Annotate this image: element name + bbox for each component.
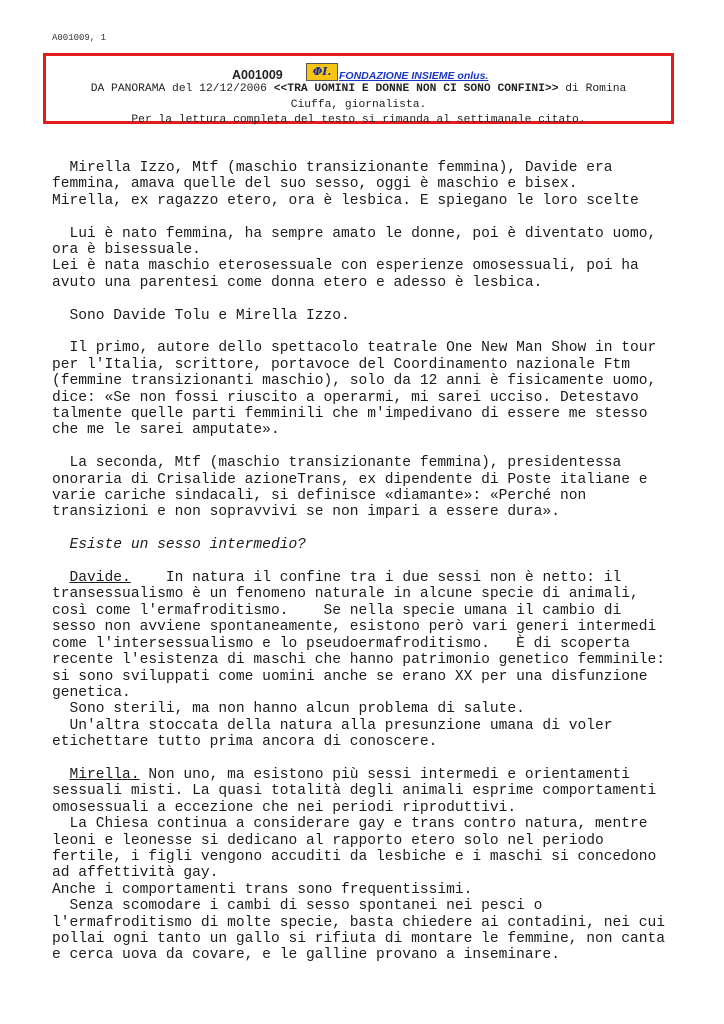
header-note-line: Per la lettura completa del testo si rimanda al settimanale citato.	[131, 114, 586, 126]
davide-answer	[52, 570, 676, 750]
foundation-link[interactable]: FONDAZIONE INSIEME onlus.	[339, 70, 489, 82]
paragraph-bio: Lui è nato femmina, ha sempre amato le donne, poi è diventato uomo, ora è bisessuale. Lei è nata maschio eterosessuale con esperienze omosessuali, poi ha avuto una parentesi come donna etero e adesso è lesbica.	[52, 225, 657, 291]
article-title: <<TRA UOMINI E DONNE NON CI SONO CONFINI>>	[273, 83, 559, 95]
source-suffix: di Romina	[558, 83, 627, 95]
davide-indent	[52, 570, 70, 586]
mirella-indent	[52, 767, 70, 783]
mirella-answer-text: Non uno, ma esistono più sessi intermedi e orientamenti sessuali misti. La quasi totalità degli animali esprime comportamenti omosessuali a eccezione che nei periodi riproduttivi. La Chiesa continua a considerare gay e trans contro natura, mentre leoni e leonesse si dedicano al rapporto etero solo nel periodo fertile, i figli vengono accuditi da lesbiche e i maschi si concedono ad affettività gay. Anche i comportamenti trans sono frequentissimi. Senza scomodare i cambi di sesso spontanei nei pesci o l'ermafroditismo di molte specie, basta chiedere ai contadini, nei cui pollai ogni tanto un gallo si rifiuta di montare le femmine, non canta e cerca uova da covare, e le galline provano a inseminare.	[52, 766, 666, 964]
davide-label: Davide.	[69, 570, 131, 587]
header-title-line	[46, 62, 671, 82]
paragraph-names: Sono Davide Tolu e Mirella Izzo.	[52, 307, 350, 324]
interview-question: Esiste un sesso intermedio?	[52, 537, 306, 554]
header-source-line	[46, 82, 671, 98]
source-prefix: DA PANORAMA del 12/12/2006	[90, 83, 274, 95]
page-reference: A001009, 1	[52, 33, 107, 43]
header-author-line: Ciuffa, giornalista.	[290, 98, 427, 111]
paragraph-mirella-intro: La seconda, Mtf (maschio transizionante femmina), presidentessa onoraria di Crisalide azioneTrans, ex dipendente di Poste italiane e varie cariche sindacali, si definisce «diamante»: «Perché non transizioni e non sopravvivi se non impari a essere dura».	[52, 455, 648, 521]
mirella-label: Mirella.	[69, 766, 140, 783]
paragraph-intro: Mirella Izzo, Mtf (maschio transizionante femmina), Davide era femmina, amava quelle del suo sesso, oggi è maschio e bisex. Mirella, ex ragazzo etero, ora è lesbica. E spiegano le loro scelte	[52, 160, 639, 209]
mirella-answer	[52, 767, 676, 964]
davide-answer-text: In natura il confine tra i due sessi non è netto: il transessualismo è un fenomeno naturale in alcune specie di animali, così come l'ermafroditismo. Se nella specie umana il cambio di sesso non avviene spontaneamente, esistono però vari generi intermedi come l'intersessualismo e lo pseudoermafroditismo. È di scoperta recente l'esistenza di maschi che hanno patrimonio genetico femminile: si sono sviluppati come uomini anche se erano XX per una disfunzione genetica. Sono sterili, ma non hanno alcun problema di salute. Un'altra stoccata della natura alla presunzione umana di voler etichettare tutto prima ancora di conoscere.	[52, 570, 666, 751]
document-header-box	[43, 53, 674, 124]
article-body	[52, 160, 676, 964]
foundation-logo-icon: ΦI.	[306, 63, 338, 81]
paragraph-davide-intro: Il primo, autore dello spettacolo teatrale One New Man Show in tour per l'Italia, scrittore, portavoce del Coordinamento nazionale Ftm (femmine transizionanti maschio), solo da 12 anni è fisicamente uomo, dice: «Se non fossi riuscito a operarmi, mi sarei ucciso. Detestavo talmente quelle parti femminili che m'impedivano di essere me stesso che me le sarei amputate».	[52, 340, 657, 439]
document-code: A001009	[232, 68, 283, 82]
